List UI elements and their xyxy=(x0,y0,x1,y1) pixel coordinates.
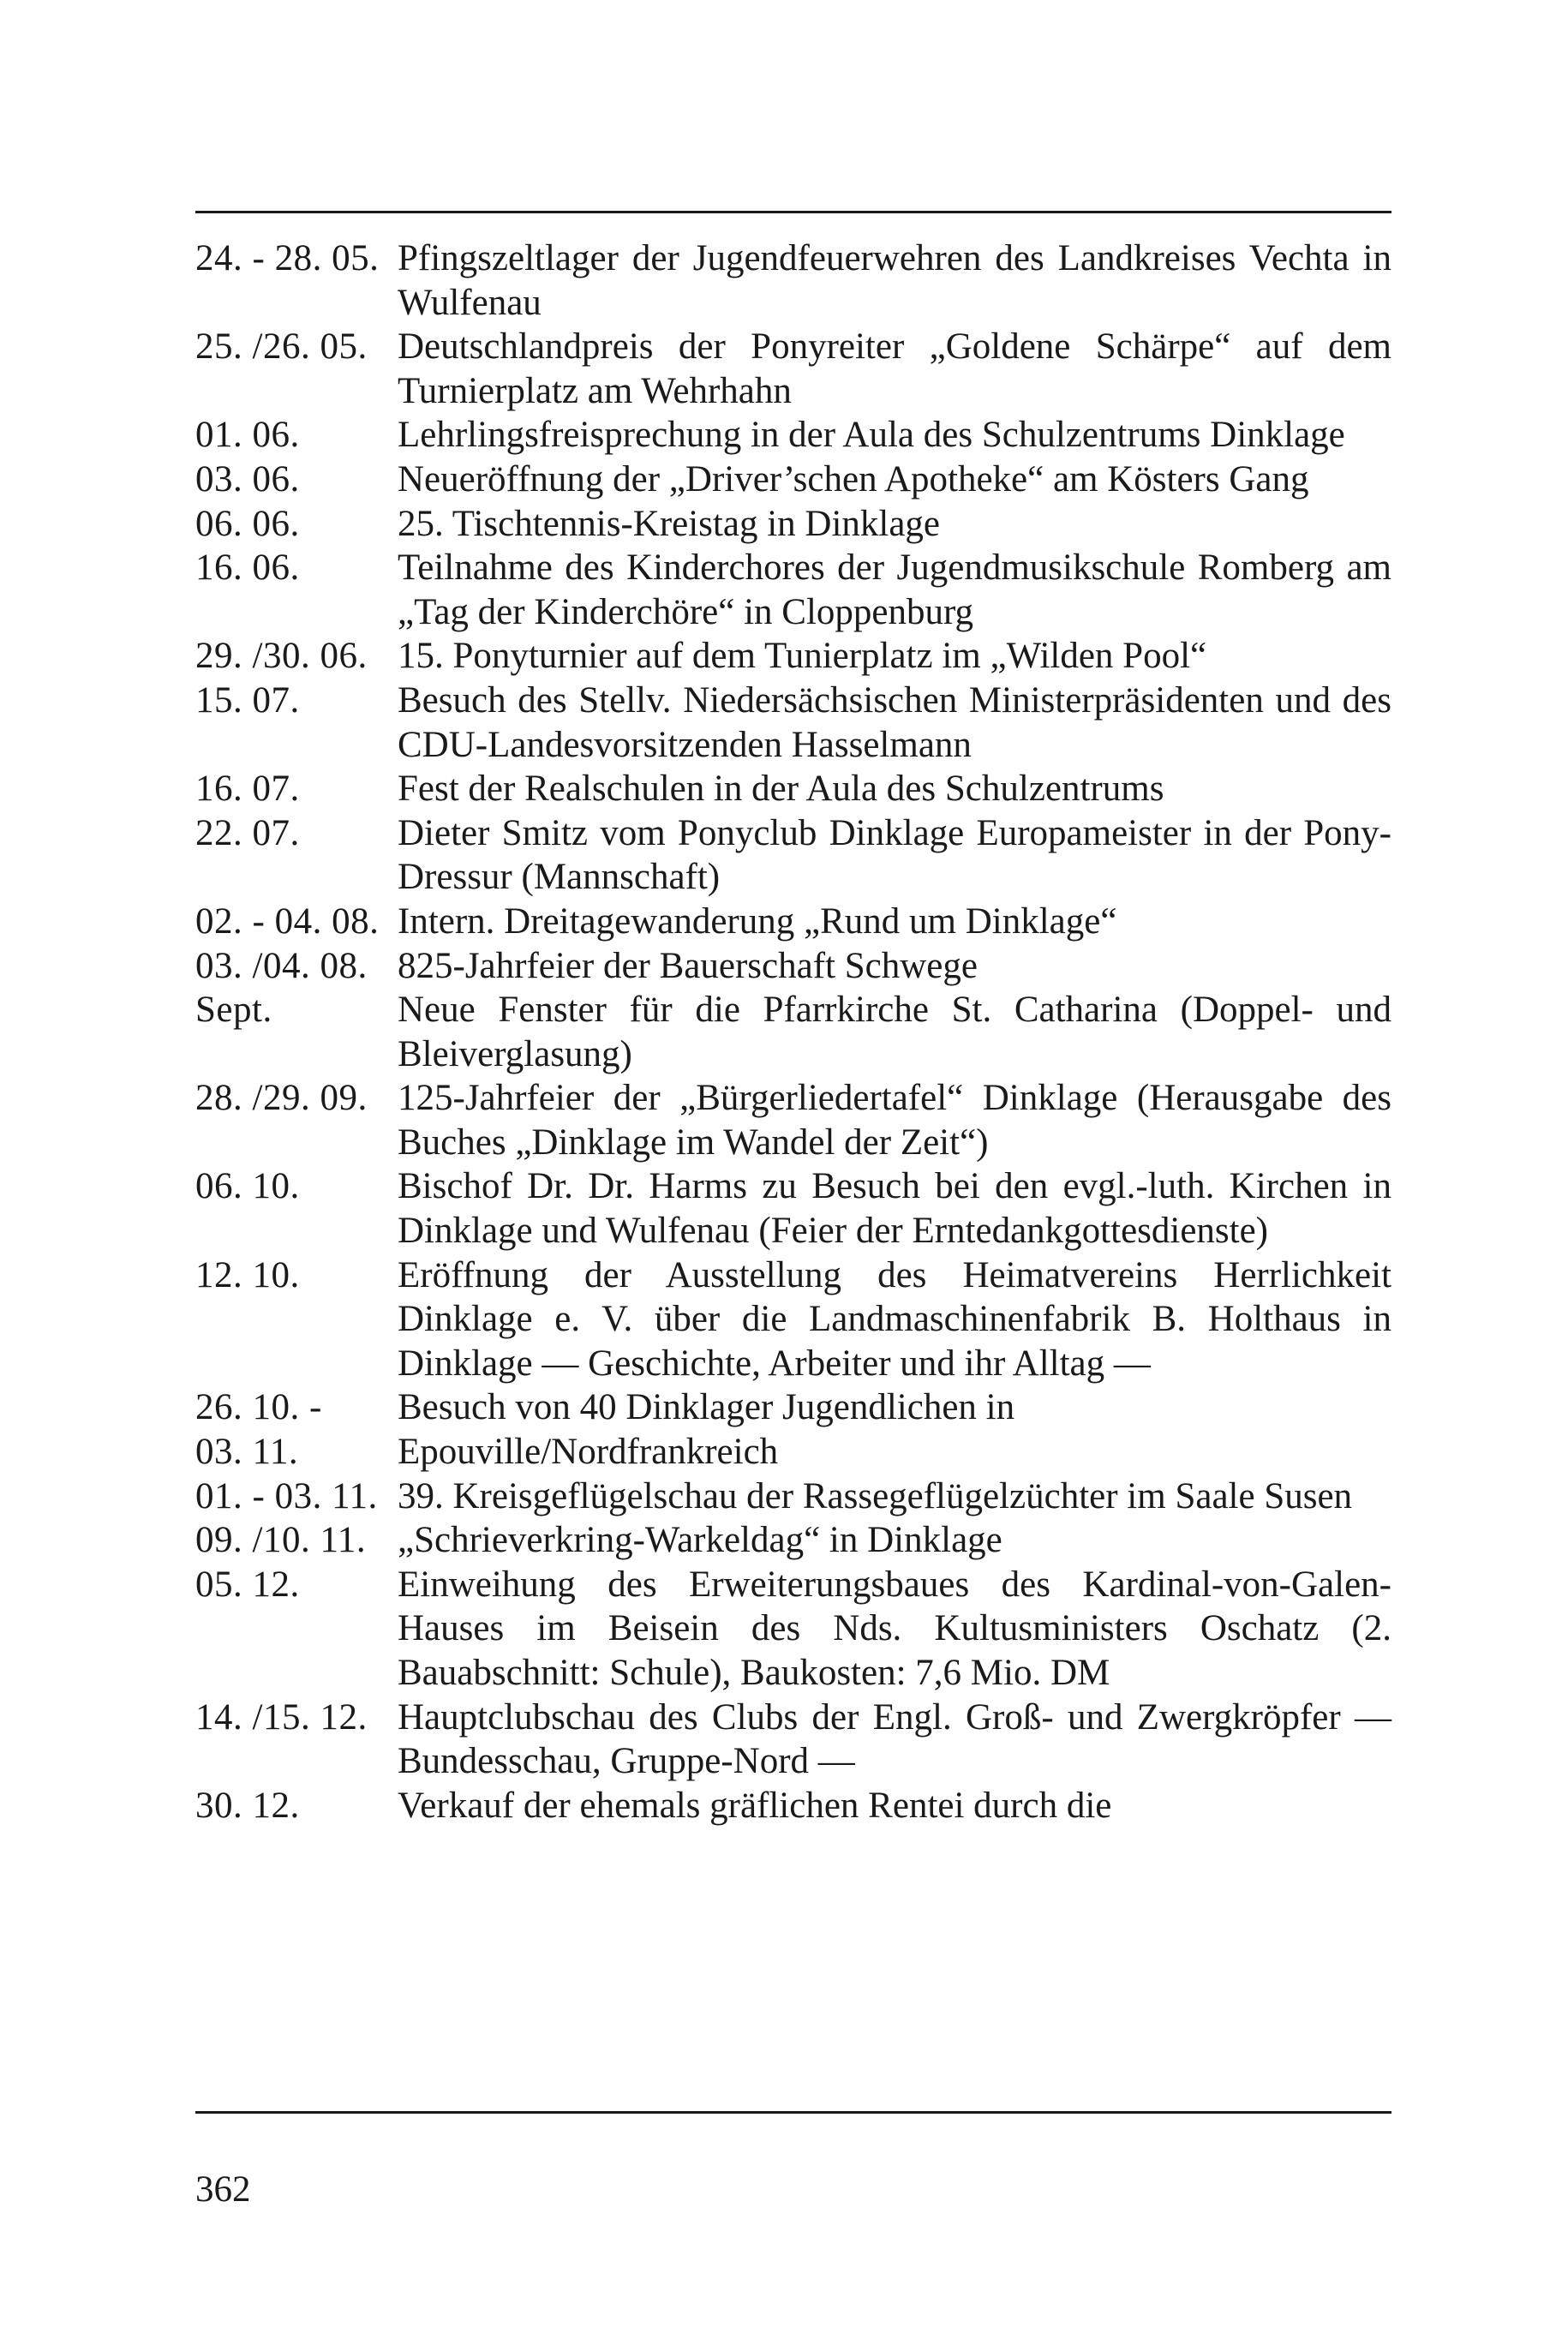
chronicle-entry xyxy=(195,1385,1391,1430)
chronicle-entry xyxy=(195,944,1391,989)
chronicle-entry xyxy=(195,1253,1391,1386)
chronicle-entry xyxy=(195,1696,1391,1784)
entry-date: 24. - 28. 05. xyxy=(195,238,380,278)
entry-date: Sept. xyxy=(195,990,272,1031)
chronicle-entry xyxy=(195,1475,1391,1519)
entry-text: Besuch von 40 Dinklager Jugendlichen in xyxy=(398,1387,1015,1428)
entry-date: 01. - 03. 11. xyxy=(195,1475,378,1516)
chronicle-entry xyxy=(195,1784,1391,1828)
chronicle-entry xyxy=(195,988,1391,1076)
entry-text: Einweihung des Erweiterungsbaues des Kardinal-von-Galen-Hauses im Beisein des Nds. Kultusministers Oschatz (2. Bauabschnitt: Schule), Baukosten: 7,6 Mio. DM xyxy=(398,1564,1391,1693)
top-rule xyxy=(195,211,1391,213)
chronicle-entry xyxy=(195,325,1391,413)
entry-text: 15. Ponyturnier auf dem Tunierplatz im „Wilden Pool“ xyxy=(398,636,1207,677)
entry-text: 25. Tischtennis-Kreistag in Dinklage xyxy=(398,503,941,544)
entry-date: 16. 06. xyxy=(195,547,300,589)
entry-date: 30. 12. xyxy=(195,1785,300,1826)
entry-date: 28. /29. 09. xyxy=(195,1078,368,1119)
entry-date: 09. /10. 11. xyxy=(195,1520,367,1561)
chronicle-entry xyxy=(195,236,1391,325)
chronicle-entry xyxy=(195,413,1391,458)
entry-date: 06. 10. xyxy=(195,1166,300,1207)
chronicle-entry xyxy=(195,1164,1391,1253)
entry-text: Lehrlingsfreisprechung in der Aula des Schulzentrums Dinklage xyxy=(398,415,1345,456)
chronicle-entry xyxy=(195,811,1391,900)
entry-text: Epouville/Nordfrankreich xyxy=(398,1432,779,1473)
entry-text: Neue Fenster für die Pfarrkirche St. Catharina (Doppel- und Bleiverglasung) xyxy=(398,990,1391,1074)
entry-date: 12. 10. xyxy=(195,1254,300,1295)
entry-date: 15. 07. xyxy=(195,679,300,721)
entry-text: Deutschlandpreis der Ponyreiter „Goldene Schärpe“ auf dem Turnierplatz am Wehrhahn xyxy=(398,326,1391,411)
chronicle-entry xyxy=(195,546,1391,634)
chronicle-entry xyxy=(195,502,1391,547)
chronicle-entry xyxy=(195,458,1391,502)
entry-text: 39. Kreisgeflügelschau der Rassegeflügelzüchter im Saale Susen xyxy=(398,1475,1353,1516)
entry-date: 03. /04. 08. xyxy=(195,945,368,986)
chronicle-entry xyxy=(195,900,1391,944)
entry-date: 02. - 04. 08. xyxy=(195,900,380,942)
entry-text: Fest der Realschulen in der Aula des Schulzentrums xyxy=(398,769,1164,810)
chronicle-entry xyxy=(195,1076,1391,1164)
entry-date: 03. 11. xyxy=(195,1432,299,1473)
chronicle-entry xyxy=(195,1563,1391,1696)
entry-date: 06. 06. xyxy=(195,503,300,544)
chronicle-entry xyxy=(195,1430,1391,1475)
entry-text: „Schrieverkring-Warkeldag“ in Dinklage xyxy=(398,1520,1002,1561)
entry-date: 05. 12. xyxy=(195,1564,300,1605)
entry-date: 03. 06. xyxy=(195,458,300,499)
entry-text: 825-Jahrfeier der Bauerschaft Schwege xyxy=(398,945,978,986)
chronicle-entry xyxy=(195,1518,1391,1563)
entry-text: Eröffnung der Ausstellung des Heimatvereins Herrlichkeit Dinklage e. V. über die Landmaschinenfabrik B. Holthaus in Dinklage — Geschichte, Arbeiter und ihr Alltag — xyxy=(398,1254,1391,1384)
entry-text: 125-Jahrfeier der „Bürgerliedertafel“ Dinklage (Herausgabe des Buches „Dinklage im Wandel der Zeit“) xyxy=(398,1078,1391,1163)
entry-text: Bischof Dr. Dr. Harms zu Besuch bei den evgl.-luth. Kirchen in Dinklage und Wulfenau (Feier der Erntedankgottesdienste) xyxy=(398,1166,1391,1252)
chronicle-entry xyxy=(195,767,1391,811)
entry-text: Hauptclubschau des Clubs der Engl. Groß- und Zwergkröpfer — Bundesschau, Gruppe-Nord — xyxy=(398,1696,1391,1782)
entry-text: Dieter Smitz vom Ponyclub Dinklage Europameister in der Pony-Dressur (Mannschaft) xyxy=(398,812,1391,898)
entry-date: 22. 07. xyxy=(195,812,300,853)
entry-date: 25. /26. 05. xyxy=(195,326,368,368)
entry-date: 16. 07. xyxy=(195,769,300,810)
entry-text: Teilnahme des Kinderchores der Jugendmusikschule Romberg am „Tag der Kinderchöre“ in Cloppenburg xyxy=(398,547,1391,632)
entry-text: Neueröffnung der „Driver’schen Apotheke“ am Kösters Gang xyxy=(398,458,1309,499)
entry-text: Besuch des Stellv. Niedersächsischen Ministerpräsidenten und des CDU-Landesvorsitzenden Hasselmann xyxy=(398,679,1391,765)
entry-date: 26. 10. - xyxy=(195,1387,322,1428)
bottom-rule xyxy=(195,2111,1391,2114)
chronicle-entry xyxy=(195,679,1391,767)
entry-text: Pfingszeltlager der Jugendfeuerwehren des Landkreises Vechta in Wulfenau xyxy=(398,238,1391,323)
entry-date: 01. 06. xyxy=(195,415,300,456)
entry-text: Verkauf der ehemals gräflichen Rentei durch die xyxy=(398,1785,1112,1826)
entry-text: Intern. Dreitagewanderung „Rund um Dinklage“ xyxy=(398,900,1117,942)
entry-date: 29. /30. 06. xyxy=(195,636,368,677)
page-number: 362 xyxy=(195,2169,251,2210)
chronicle-entry xyxy=(195,634,1391,679)
chronicle-list xyxy=(195,236,1391,1828)
entry-date: 14. /15. 12. xyxy=(195,1696,368,1738)
